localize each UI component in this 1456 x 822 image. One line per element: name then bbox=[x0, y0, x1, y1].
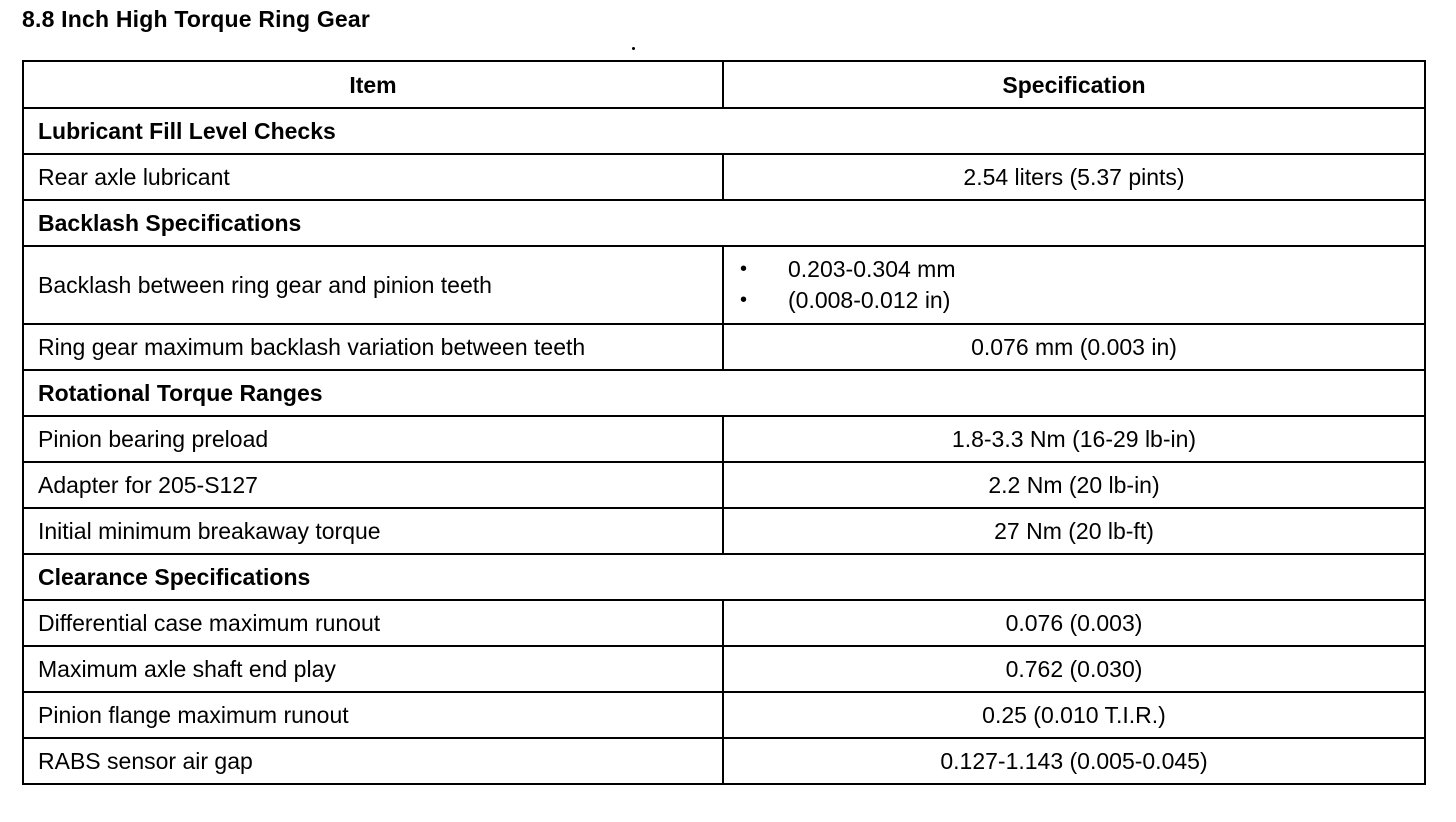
column-header-specification: Specification bbox=[723, 61, 1425, 108]
table-row bbox=[23, 738, 1425, 784]
table-row bbox=[23, 416, 1425, 462]
section-title: Rotational Torque Ranges bbox=[23, 370, 1425, 416]
spec-bullet-list bbox=[738, 254, 1410, 316]
spec-cell: 27 Nm (20 lb-ft) bbox=[723, 508, 1425, 554]
spec-cell: 0.127-1.143 (0.005-0.045) bbox=[723, 738, 1425, 784]
spec-bullet-text: 0.203-0.304 mm bbox=[788, 256, 956, 282]
item-cell: Differential case maximum runout bbox=[23, 600, 723, 646]
bullet-icon: • bbox=[740, 258, 748, 280]
list-item bbox=[738, 254, 1410, 285]
spec-cell: 0.25 (0.010 T.I.R.) bbox=[723, 692, 1425, 738]
spec-cell: 0.762 (0.030) bbox=[723, 646, 1425, 692]
item-cell: Pinion flange maximum runout bbox=[23, 692, 723, 738]
item-cell: Initial minimum breakaway torque bbox=[23, 508, 723, 554]
item-cell: Pinion bearing preload bbox=[23, 416, 723, 462]
list-item bbox=[738, 285, 1410, 316]
specification-table bbox=[22, 60, 1426, 785]
item-cell: Backlash between ring gear and pinion teeth bbox=[23, 246, 723, 324]
section-row-clearance-specifications bbox=[23, 554, 1425, 600]
bullet-icon: • bbox=[740, 289, 748, 311]
item-cell: Adapter for 205-S127 bbox=[23, 462, 723, 508]
item-cell: RABS sensor air gap bbox=[23, 738, 723, 784]
section-title: Lubricant Fill Level Checks bbox=[23, 108, 1425, 154]
table-row bbox=[23, 646, 1425, 692]
table-row bbox=[23, 508, 1425, 554]
table-row bbox=[23, 692, 1425, 738]
page-title: 8.8 Inch High Torque Ring Gear bbox=[22, 6, 371, 32]
table-row bbox=[23, 462, 1425, 508]
spec-bullet-text: (0.008-0.012 in) bbox=[788, 287, 951, 313]
table-row bbox=[23, 154, 1425, 200]
scan-speck bbox=[632, 47, 635, 50]
section-row-backlash-specifications bbox=[23, 200, 1425, 246]
table-header-row bbox=[23, 61, 1425, 108]
spec-cell: 1.8-3.3 Nm (16-29 lb-in) bbox=[723, 416, 1425, 462]
section-row-lubricant-fill-level-checks bbox=[23, 108, 1425, 154]
spec-cell: 0.076 mm (0.003 in) bbox=[723, 324, 1425, 370]
item-cell: Ring gear maximum backlash variation between teeth bbox=[23, 324, 723, 370]
section-title: Backlash Specifications bbox=[23, 200, 1425, 246]
item-cell: Rear axle lubricant bbox=[23, 154, 723, 200]
table-row bbox=[23, 246, 1425, 324]
section-row-rotational-torque-ranges bbox=[23, 370, 1425, 416]
spec-cell: 0.076 (0.003) bbox=[723, 600, 1425, 646]
spec-cell bbox=[723, 246, 1425, 324]
spec-cell: 2.54 liters (5.37 pints) bbox=[723, 154, 1425, 200]
column-header-item: Item bbox=[23, 61, 723, 108]
item-cell: Maximum axle shaft end play bbox=[23, 646, 723, 692]
table-row bbox=[23, 324, 1425, 370]
spec-cell: 2.2 Nm (20 lb-in) bbox=[723, 462, 1425, 508]
section-title: Clearance Specifications bbox=[23, 554, 1425, 600]
table-row bbox=[23, 600, 1425, 646]
